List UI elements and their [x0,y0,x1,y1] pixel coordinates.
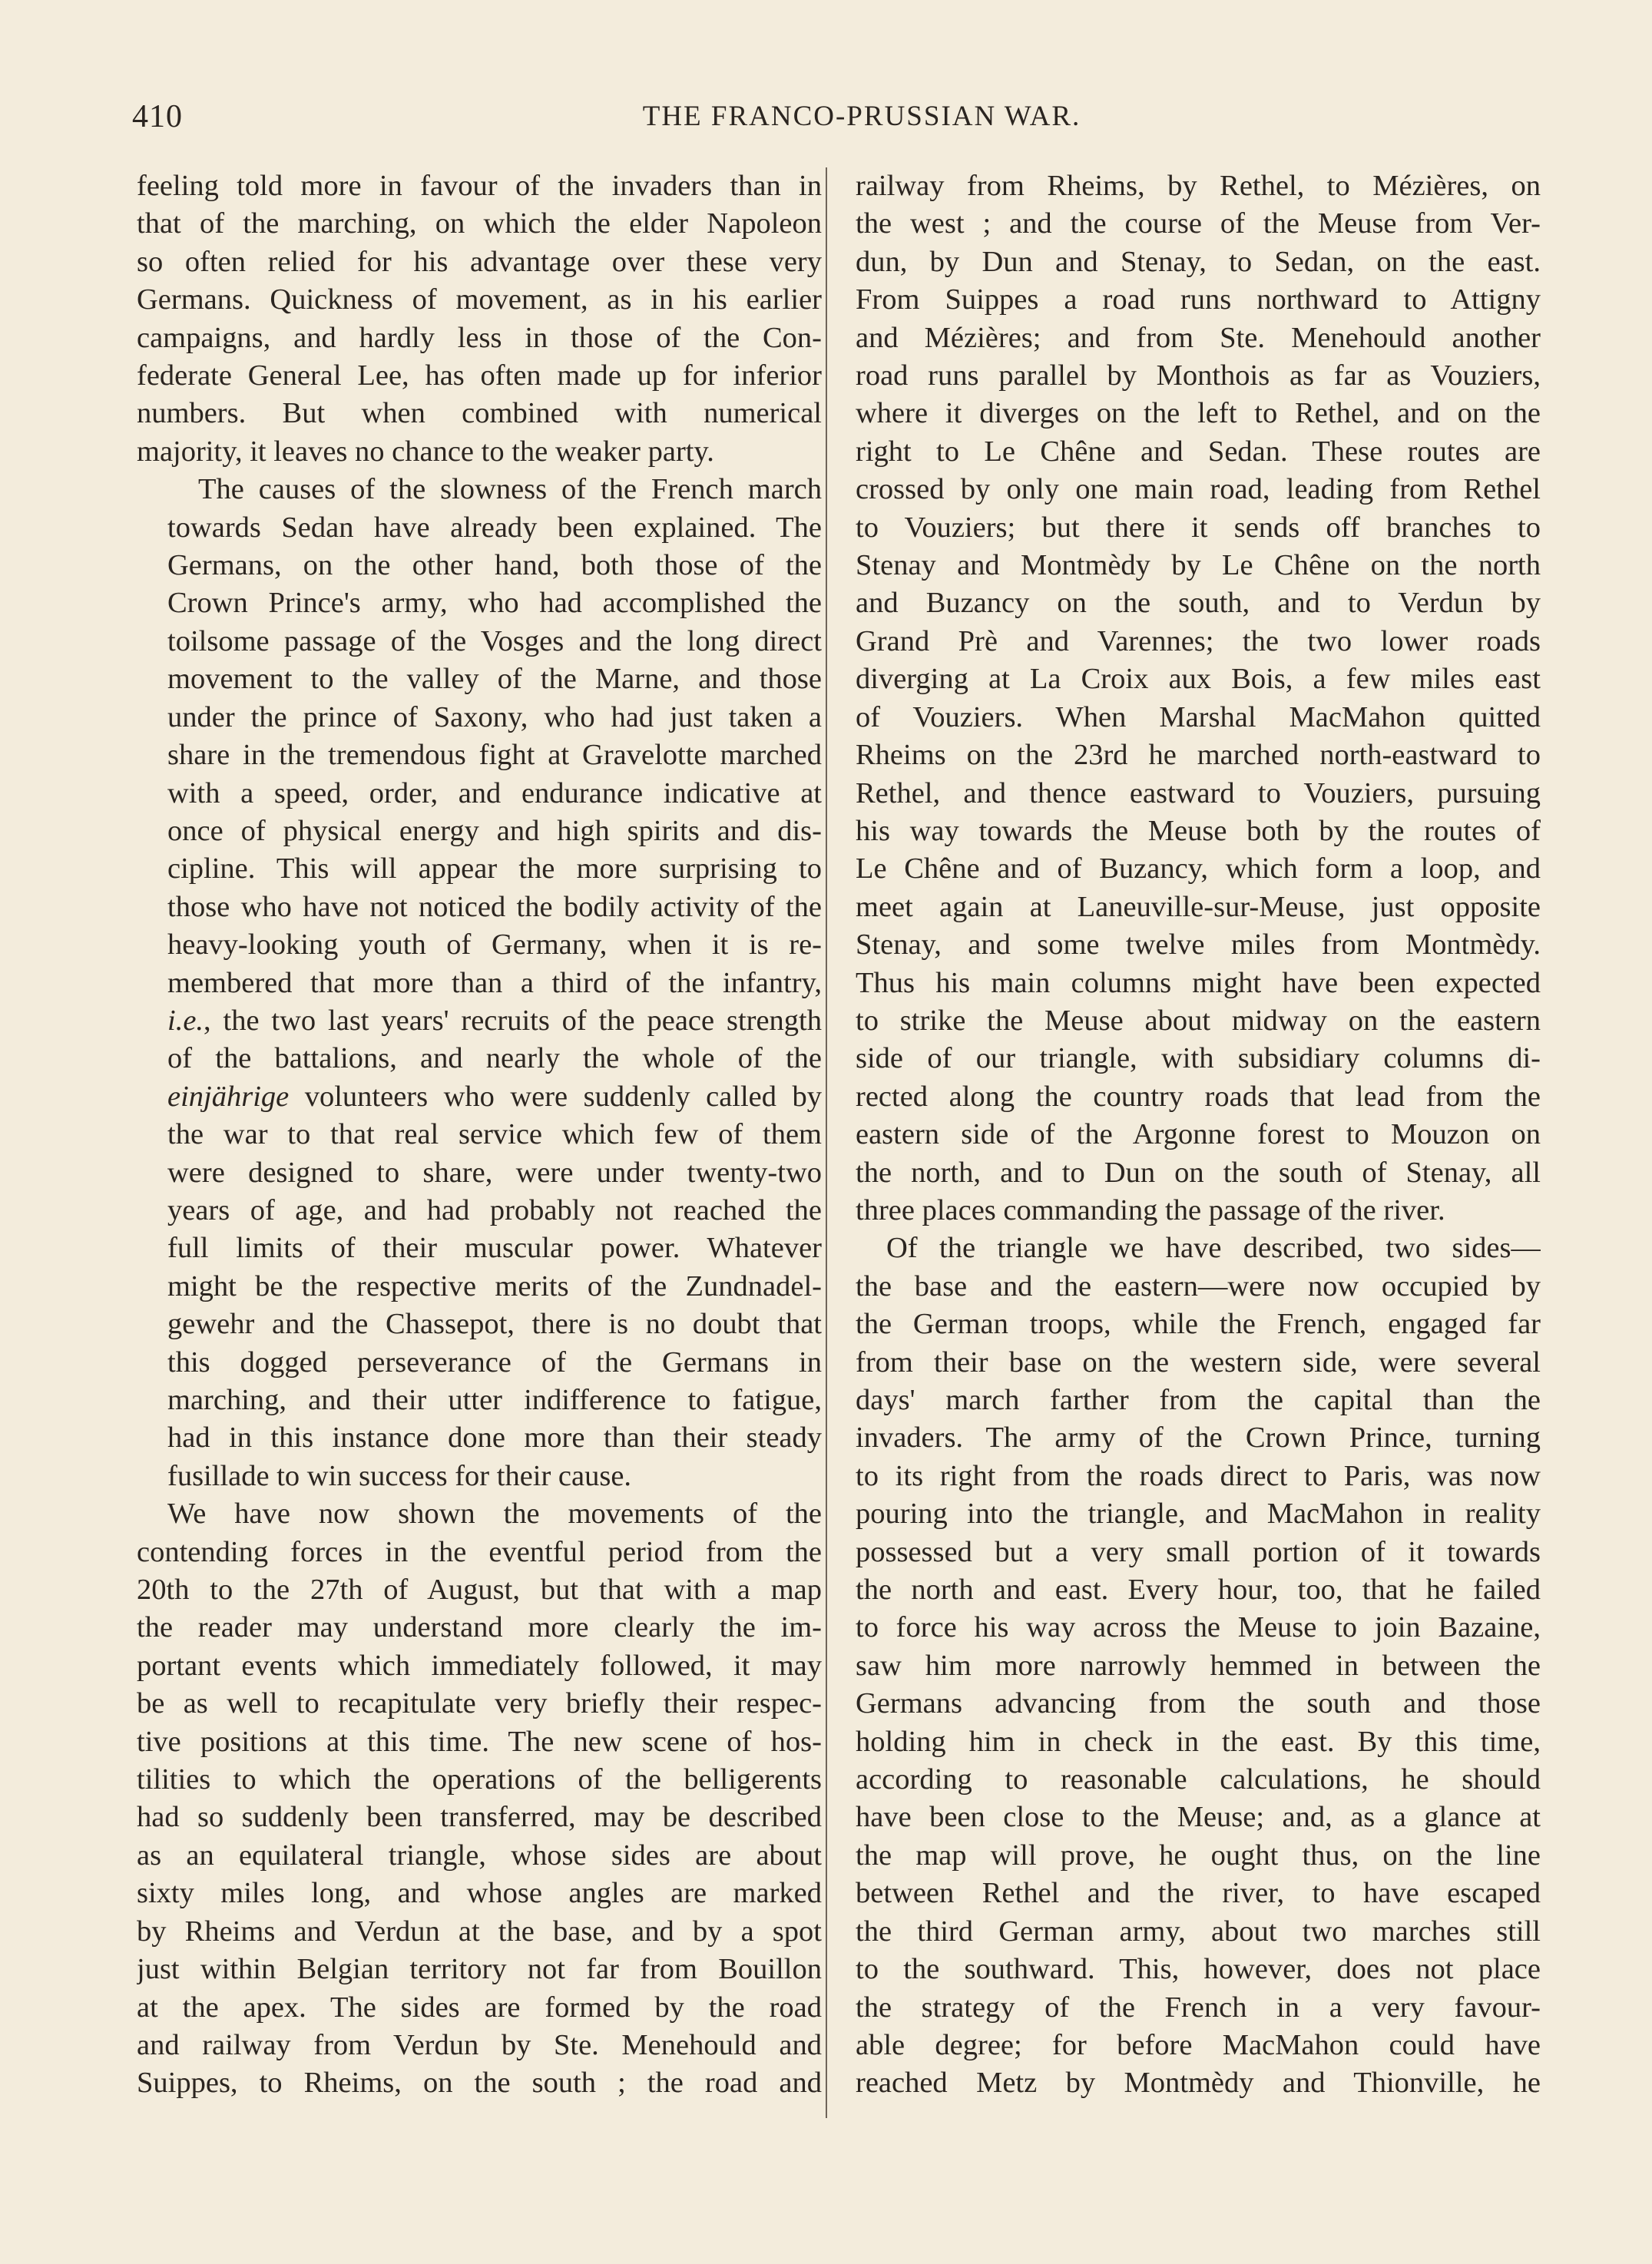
text-line: rected along the country roads that lead from the [856,1080,1541,1113]
text-line: and railway from Verdun by Ste. Menehould and [137,2028,822,2061]
text-line: cipline. This will appear the more surprising to [167,852,822,885]
text-line: once of physical energy and high spirits and dis- [167,814,822,847]
text-line: Of the triangle we have described, two sides— [886,1232,1541,1265]
text-line: the map will prove, he ought thus, on the line [856,1839,1541,1872]
text-line [137,1002,822,1040]
text-line: Rethel, and thence eastward to Vouziers, pursuing [856,776,1541,809]
paragraph-2-left [137,471,822,1495]
text-line: the war to that real service which few of them [167,1118,822,1151]
text-line: days' march farther from the capital than the [856,1384,1541,1416]
text-line: from their base on the western side, were several [856,1345,1541,1379]
text-line [137,1078,822,1116]
text-line: tive positions at this time. The new scene of hos- [137,1725,822,1758]
text-line: three places commanding the passage of the river. [856,1193,1445,1226]
text-line: just within Belgian territory not far from Bouillon [137,1953,822,1986]
text-line: be as well to recapitulate very briefly their respec- [137,1687,822,1720]
text-line: majority, it leaves no chance to the weaker party. [137,435,714,468]
text-line: pouring into the triangle, and MacMahon in reality [856,1498,1541,1531]
text-line: crossed by only one main road, leading from Rethel [856,473,1541,506]
text-line: full limits of their muscular power. Whatever [167,1232,822,1265]
text-line: to Vouziers; but there it sends off branches to [856,511,1541,544]
text-line: contending forces in the eventful period from the [137,1535,822,1568]
text-line: Le Chêne and of Buzancy, which form a loop, and [856,852,1541,885]
text-line: portant events which immediately followed, it may [137,1649,822,1682]
text-line: feeling told more in favour of the invaders than in [137,170,822,202]
text-line: so often relied for his advantage over these very [137,245,822,278]
paragraph-2-right [856,1230,1541,2102]
text-line: dun, by Dun and Stenay, to Sedan, on the east. [856,245,1541,278]
text-line: movement to the valley of the Marne, and those [167,663,822,696]
text-line: able degree; for before MacMahon could have [856,2028,1541,2061]
text-line: the west ; and the course of the Meuse from Ver- [856,207,1541,240]
text-line: might be the respective merits of the Zundnadel- [167,1269,822,1302]
column-divider [826,167,827,2118]
text-line: with a speed, order, and endurance indicative at [167,776,822,809]
text-line: right to Le Chêne and Sedan. These routes are [856,435,1541,468]
text-line: Rheims on the 23rd he marched north-eastward to [856,739,1541,772]
text-line: railway from Rheims, by Rethel, to Mézières, on [856,170,1541,202]
text-line: at the apex. The sides are formed by the road [137,1991,822,2024]
paragraph-1-right [856,167,1541,1230]
text-line: to strike the Meuse about midway on the eastern [856,1004,1541,1037]
paragraph-1-left [137,167,822,471]
text-line: this dogged perseverance of the Germans in [167,1345,822,1379]
text-line: gewehr and the Chassepot, there is no doubt that [167,1308,822,1341]
text-line: meet again at Laneuville-sur-Meuse, just opposite [856,890,1541,923]
text-line: towards Sedan have already been explained. The [167,511,822,544]
paragraph-3-left [137,1495,822,2103]
text-line: saw him more narrowly hemmed in between the [856,1649,1541,1682]
text-line: Germans, on the other hand, both those of the [167,549,822,582]
text-line: federate General Lee, has often made up for inferior [137,359,822,392]
text-line: were designed to share, were under twenty-two [167,1156,822,1189]
text-line: of the battalions, and nearly the whole of the [167,1042,822,1075]
text-line: the German troops, while the French, engaged far [856,1308,1541,1341]
text-line: to force his way across the Meuse to join Bazaine, [856,1611,1541,1644]
einjahrige-italic: einjährige [167,1080,290,1113]
text-line: The causes of the slowness of the French march [198,473,822,506]
ie-italic: i.e. [167,1004,204,1037]
text-line: that of the marching, on which the elder Napoleon [137,207,822,240]
text-line: Stenay and Montmèdy by Le Chêne on the north [856,549,1541,582]
text-line: We have now shown the movements of the [167,1498,822,1531]
page-number: 410 [132,99,183,134]
text-line: 20th to the 27th of August, but that with a map [137,1574,822,1607]
running-title: THE FRANCO-PRUSSIAN WAR. [642,101,1081,132]
text-line: Germans. Quickness of movement, as in his earlier [137,283,822,316]
text-line: possessed but a very small portion of it towards [856,1535,1541,1568]
text-line: Grand Prè and Varennes; the two lower roads [856,624,1541,657]
text-line: those who have not noticed the bodily activity of the [167,890,822,923]
text-line: the reader may understand more clearly the im- [137,1611,822,1644]
text-line: campaigns, and hardly less in those of the Con- [137,321,822,354]
text-line: tilities to which the operations of the belligerents [137,1763,822,1796]
text-line: where it diverges on the left to Rethel, and on the [856,397,1541,430]
text-line: eastern side of the Argonne forest to Mouzon on [856,1118,1541,1151]
text-line: sixty miles long, and whose angles are marked [137,1877,822,1910]
text-line: years of age, and had probably not reached the [167,1193,822,1226]
text-line: Suippes, to Rheims, on the south ; the road and [137,2067,822,2100]
text-line: heavy-looking youth of Germany, when it is re- [167,928,822,962]
text-line: the base and the eastern—were now occupied by [856,1269,1541,1302]
left-column [137,167,822,2103]
einjahrige-rest: volunteers who were suddenly called by [289,1080,822,1113]
text-line: holding him in check in the east. By this time, [856,1725,1541,1758]
text-line: Crown Prince's army, who had accomplished the [167,587,822,620]
text-line: diverging at La Croix aux Bois, a few miles east [856,663,1541,696]
text-line: as an equilateral triangle, whose sides are about [137,1839,822,1872]
text-line: and Buzancy on the south, and to Verdun by [856,587,1541,620]
text-line: had in this instance done more than their steady [167,1422,822,1455]
text-line: side of our triangle, with subsidiary columns di- [856,1042,1541,1075]
text-line: invaders. The army of the Crown Prince, turning [856,1422,1541,1455]
text-line: under the prince of Saxony, who had just taken a [167,700,822,733]
text-line: membered that more than a third of the infantry, [167,966,822,999]
right-column [856,167,1541,2103]
text-line: by Rheims and Verdun at the base, and by a spot [137,1915,822,1948]
ie-rest: , the two last years' recruits of the peace strength [204,1004,822,1037]
text-line: had so suddenly been transferred, may be described [137,1801,822,1834]
text-line: fusillade to win success for their cause. [167,1459,632,1492]
text-line: to the southward. This, however, does not place [856,1953,1541,1986]
text-line: road runs parallel by Monthois as far as Vouziers, [856,359,1541,392]
text-line: and Mézières; and from Ste. Menehould another [856,321,1541,354]
text-line: share in the tremendous fight at Gravelotte marched [167,739,822,772]
text-line: the strategy of the French in a very favour- [856,1991,1541,2024]
text-line: between Rethel and the river, to have escaped [856,1877,1541,1910]
text-line: Thus his main columns might have been expected [856,966,1541,999]
text-line: have been close to the Meuse; and, as a glance at [856,1801,1541,1834]
text-line: his way towards the Meuse both by the routes of [856,814,1541,847]
text-line: the north, and to Dun on the south of Stenay, all [856,1156,1541,1189]
text-line: according to reasonable calculations, he should [856,1763,1541,1796]
text-line: toilsome passage of the Vosges and the long direct [167,624,822,657]
text-line: of Vouziers. When Marshal MacMahon quitted [856,700,1541,733]
text-line: numbers. But when combined with numerical [137,397,822,430]
text-line: the third German army, about two marches still [856,1915,1541,1948]
text-line: Stenay, and some twelve miles from Montmèdy. [856,928,1541,962]
text-line: Germans advancing from the south and those [856,1687,1541,1720]
page-header [132,98,1561,144]
text-line: the north and east. Every hour, too, that he failed [856,1574,1541,1607]
text-line: to its right from the roads direct to Paris, was now [856,1459,1541,1492]
text-line: marching, and their utter indifference to fatigue, [167,1384,822,1416]
text-line: reached Metz by Montmèdy and Thionville, he [856,2067,1541,2100]
text-line: From Suippes a road runs northward to Attigny [856,283,1541,316]
